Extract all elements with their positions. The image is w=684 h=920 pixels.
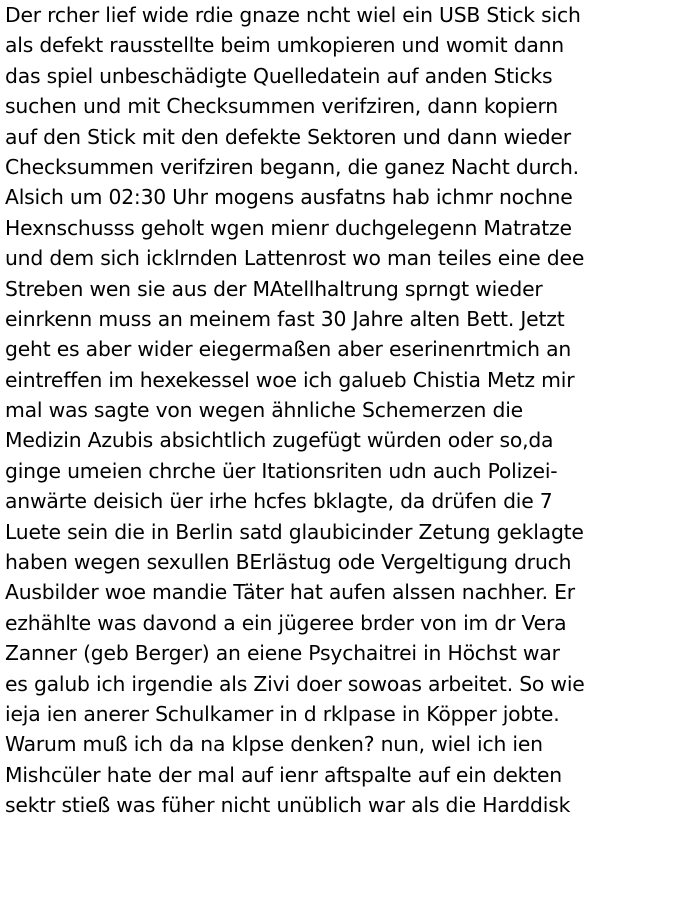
text-line: eintreffen im hexekessel woe ich galueb Chistia Metz mir xyxy=(5,367,575,392)
body-text xyxy=(5,0,683,821)
text-line: und dem sich icklrnden Lattenrost wo man teiles eine dee xyxy=(5,246,585,271)
text-line: ezhählte was davond a ein jügeree brder von im dr Vera xyxy=(5,610,567,635)
text-line: geht es aber wider eiegermaßen aber eserinenrtmich an xyxy=(5,337,572,362)
text-line: ginge umeien chrche üer Itationsriten udn auch Polizei- xyxy=(5,458,558,483)
text-line: einrkenn muss an meinem fast 30 Jahre alten Bett. Jetzt xyxy=(5,306,565,331)
text-line: ieja ien anerer Schulkamer in d rklpase in Köpper jobte. xyxy=(5,701,560,726)
text-line: Warum muß ich da na klpse denken? nun, wiel ich ien xyxy=(5,732,543,757)
text-line: Hexnschusss geholt wgen mienr duchgelegenn Matratze xyxy=(5,215,572,240)
text-line: haben wegen sexullen BErlästug ode Vergeltigung druch xyxy=(5,550,572,575)
text-line: mal was sagte von wegen ähnliche Schemerzen die xyxy=(5,398,523,423)
text-line: Medizin Azubis absichtlich zugefügt würden oder so,da xyxy=(5,428,554,453)
text-line: anwärte deisich üer irhe hcfes bklagte, da drüfen die 7 xyxy=(5,489,553,514)
text-line: auf den Stick mit den defekte Sektoren und dann wieder xyxy=(5,124,571,149)
text-line: Alsich um 02:30 Uhr mogens ausfatns hab ichmr nochne xyxy=(5,185,573,210)
text-line: Luete sein die in Berlin satd glaubicinder Zetung geklagte xyxy=(5,519,584,544)
text-line: Streben wen sie aus der MAtellhaltrung sprngt wieder xyxy=(5,276,543,301)
text-line: als defekt rausstellte beim umkopieren und womit dann xyxy=(5,33,564,58)
text-line: es galub ich irgendie als Zivi doer sowoas arbeitet. So wie xyxy=(5,671,585,696)
text-line: Der rcher lief wide rdie gnaze ncht wiel ein USB Stick sich xyxy=(5,3,581,27)
text-line: das spiel unbeschädigte Quelledatein auf anden Sticks xyxy=(5,63,553,88)
text-line: Checksummen verifziren begann, die ganez Nacht durch. xyxy=(5,154,579,179)
text-line: suchen und mit Checksummen verifziren, dann kopiern xyxy=(5,94,558,119)
text-line: Zanner (geb Berger) an eiene Psychaitrei in Höchst war xyxy=(5,641,560,666)
text-line: sektr stieß was füher nicht unüblich war als die Harddisk xyxy=(5,793,571,818)
text-line: Ausbilder woe mandie Täter hat aufen alssen nachher. Er xyxy=(5,580,575,605)
text-line: Mishcüler hate der mal auf ienr aftspalte auf ein dekten xyxy=(5,762,562,787)
